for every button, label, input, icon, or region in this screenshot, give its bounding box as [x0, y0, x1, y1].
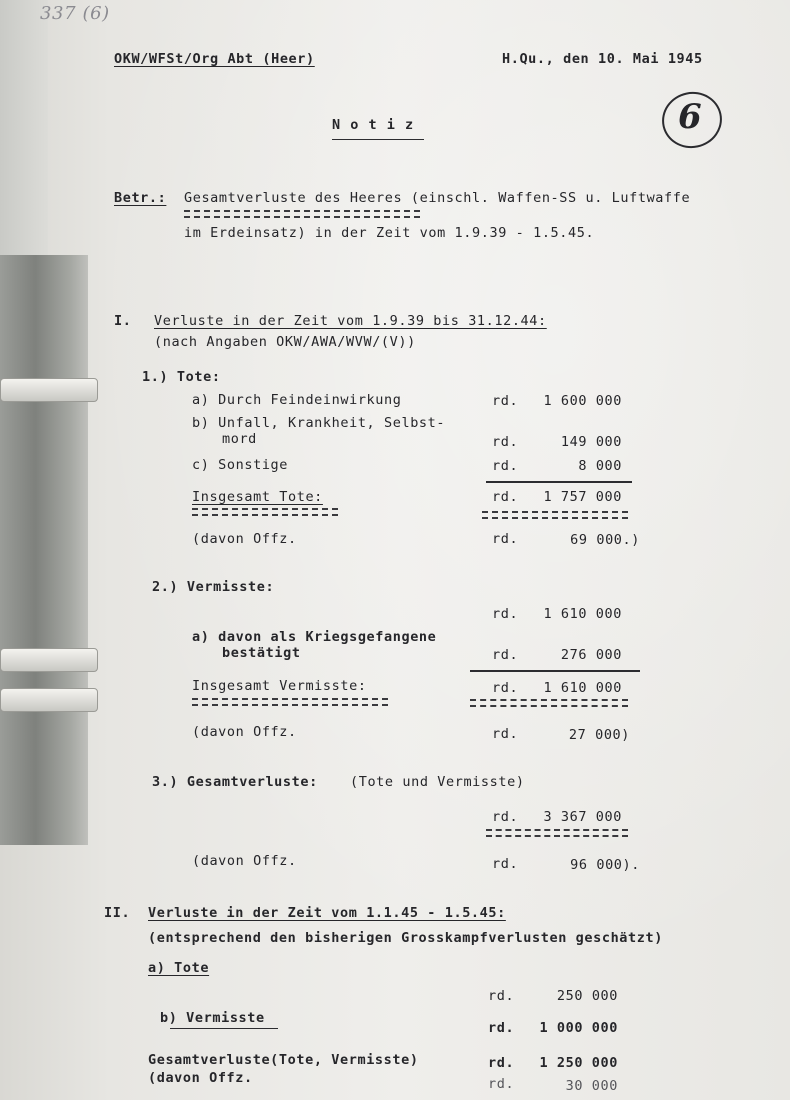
missing-total-label-underline [192, 698, 388, 706]
subject-line-2: im Erdeinsatz) in der Zeit vom 1.9.39 - 1.5.45. [184, 225, 595, 241]
dead-sum-rule [486, 481, 632, 483]
dead-a-value: 1 600 000 [543, 393, 622, 409]
subject-line-1: Gesamtverluste des Heeres (einschl. Waffen-SS u. Luftwaffe [184, 190, 691, 206]
section-2-heading: Verluste in der Zeit vom 1.1.45 - 1.5.45: [148, 905, 506, 921]
dead-c-value: 8 000 [578, 458, 622, 474]
dead-a-label: a) Durch Feindeinwirkung [192, 392, 402, 408]
dead-total-label-underline [192, 508, 338, 516]
missing-total-value-underline [470, 699, 628, 707]
dead-b-value: 149 000 [560, 434, 622, 450]
section-1-heading: Verluste in der Zeit vom 1.9.39 bis 31.12.44: [154, 313, 547, 329]
page-title: N o t i z [332, 117, 415, 133]
binder-edge [0, 0, 48, 255]
office-line: OKW/WFSt/Org Abt (Heer) [114, 51, 315, 67]
section-2-note: (entsprechend den bisherigen Grosskampfverlusten geschätzt) [148, 930, 663, 946]
dead-total-prefix: rd. [492, 489, 519, 505]
subject-double-underline [184, 210, 420, 218]
s2-missing-label: b) Vermisste [160, 1010, 265, 1026]
missing-a-value: 276 000 [560, 647, 622, 663]
dead-c-label: c) Sonstige [192, 457, 289, 473]
s2-missing-prefix: rd. [488, 1020, 515, 1036]
dead-total-value-underline [482, 511, 628, 519]
s2-missing-underline [170, 1028, 278, 1029]
section-1-numeral: I. [114, 313, 132, 329]
overall-prefix: rd. [492, 809, 519, 825]
s2-total-value: 1 250 000 [539, 1055, 618, 1071]
missing-value: 1 610 000 [543, 606, 622, 622]
overall-officers-value: 96 000). [570, 857, 640, 873]
s2-officers-prefix: rd. [488, 1076, 515, 1092]
s2-total-prefix: rd. [488, 1055, 515, 1071]
binder-clip-middle [0, 648, 98, 672]
title-underline [332, 139, 424, 140]
s2-officers-value: 30 000 [565, 1078, 618, 1094]
dead-total-label: Insgesamt Tote: [192, 489, 323, 505]
missing-prefix: rd. [492, 606, 519, 622]
s2-dead-label: a) Tote [148, 960, 210, 976]
overall-officers-prefix: rd. [492, 856, 519, 872]
missing-officers-prefix: rd. [492, 726, 519, 742]
missing-officers-value: 27 000) [568, 727, 630, 743]
missing-officers-label: (davon Offz. [192, 724, 297, 740]
binder-strip [0, 255, 88, 845]
missing-a-prefix: rd. [492, 647, 519, 663]
dead-officers-prefix: rd. [492, 531, 519, 547]
overall-value-underline [486, 829, 628, 837]
missing-total-value: 1 610 000 [543, 680, 622, 696]
binder-clip-upper [0, 378, 98, 402]
overall-value: 3 367 000 [543, 809, 622, 825]
subject-label: Betr.: [114, 190, 167, 206]
page-number: 6 [678, 97, 703, 137]
dead-a-prefix: rd. [492, 393, 519, 409]
missing-a-label-1: a) davon als Kriegsgefangene [192, 629, 437, 645]
section-1-source: (nach Angaben OKW/AWA/WVW/(V)) [154, 334, 416, 350]
missing-a-label-2: bestätigt [222, 645, 301, 661]
overall-note: (Tote und Vermisste) [350, 774, 525, 790]
dead-b-label-2: mord [222, 431, 257, 447]
dead-officers-label: (davon Offz. [192, 531, 297, 547]
corner-mark: 337 (6) [40, 3, 110, 24]
section-2-numeral: II. [104, 905, 131, 921]
missing-sum-rule [470, 670, 640, 672]
s2-missing-value: 1 000 000 [539, 1020, 618, 1036]
overall-officers-label: (davon Offz. [192, 853, 297, 869]
dead-total-value: 1 757 000 [543, 489, 622, 505]
dead-officers-value: 69 000.) [570, 532, 640, 548]
binder-clip-lower [0, 688, 98, 712]
missing-heading: 2.) Vermisste: [152, 579, 275, 595]
s2-total-label: Gesamtverluste(Tote, Vermisste) [148, 1052, 419, 1068]
dead-b-prefix: rd. [492, 434, 519, 450]
missing-total-label: Insgesamt Vermisste: [192, 678, 367, 694]
overall-heading: 3.) Gesamtverluste: [152, 774, 318, 790]
dead-b-label-1: b) Unfall, Krankheit, Selbst- [192, 415, 446, 431]
s2-dead-prefix: rd. [488, 988, 515, 1004]
dead-c-prefix: rd. [492, 458, 519, 474]
s2-dead-value: 250 000 [556, 988, 618, 1004]
missing-total-prefix: rd. [492, 680, 519, 696]
s2-officers-label: (davon Offz. [148, 1070, 253, 1086]
dead-heading: 1.) Tote: [142, 369, 221, 385]
place-date: H.Qu., den 10. Mai 1945 [502, 51, 703, 67]
